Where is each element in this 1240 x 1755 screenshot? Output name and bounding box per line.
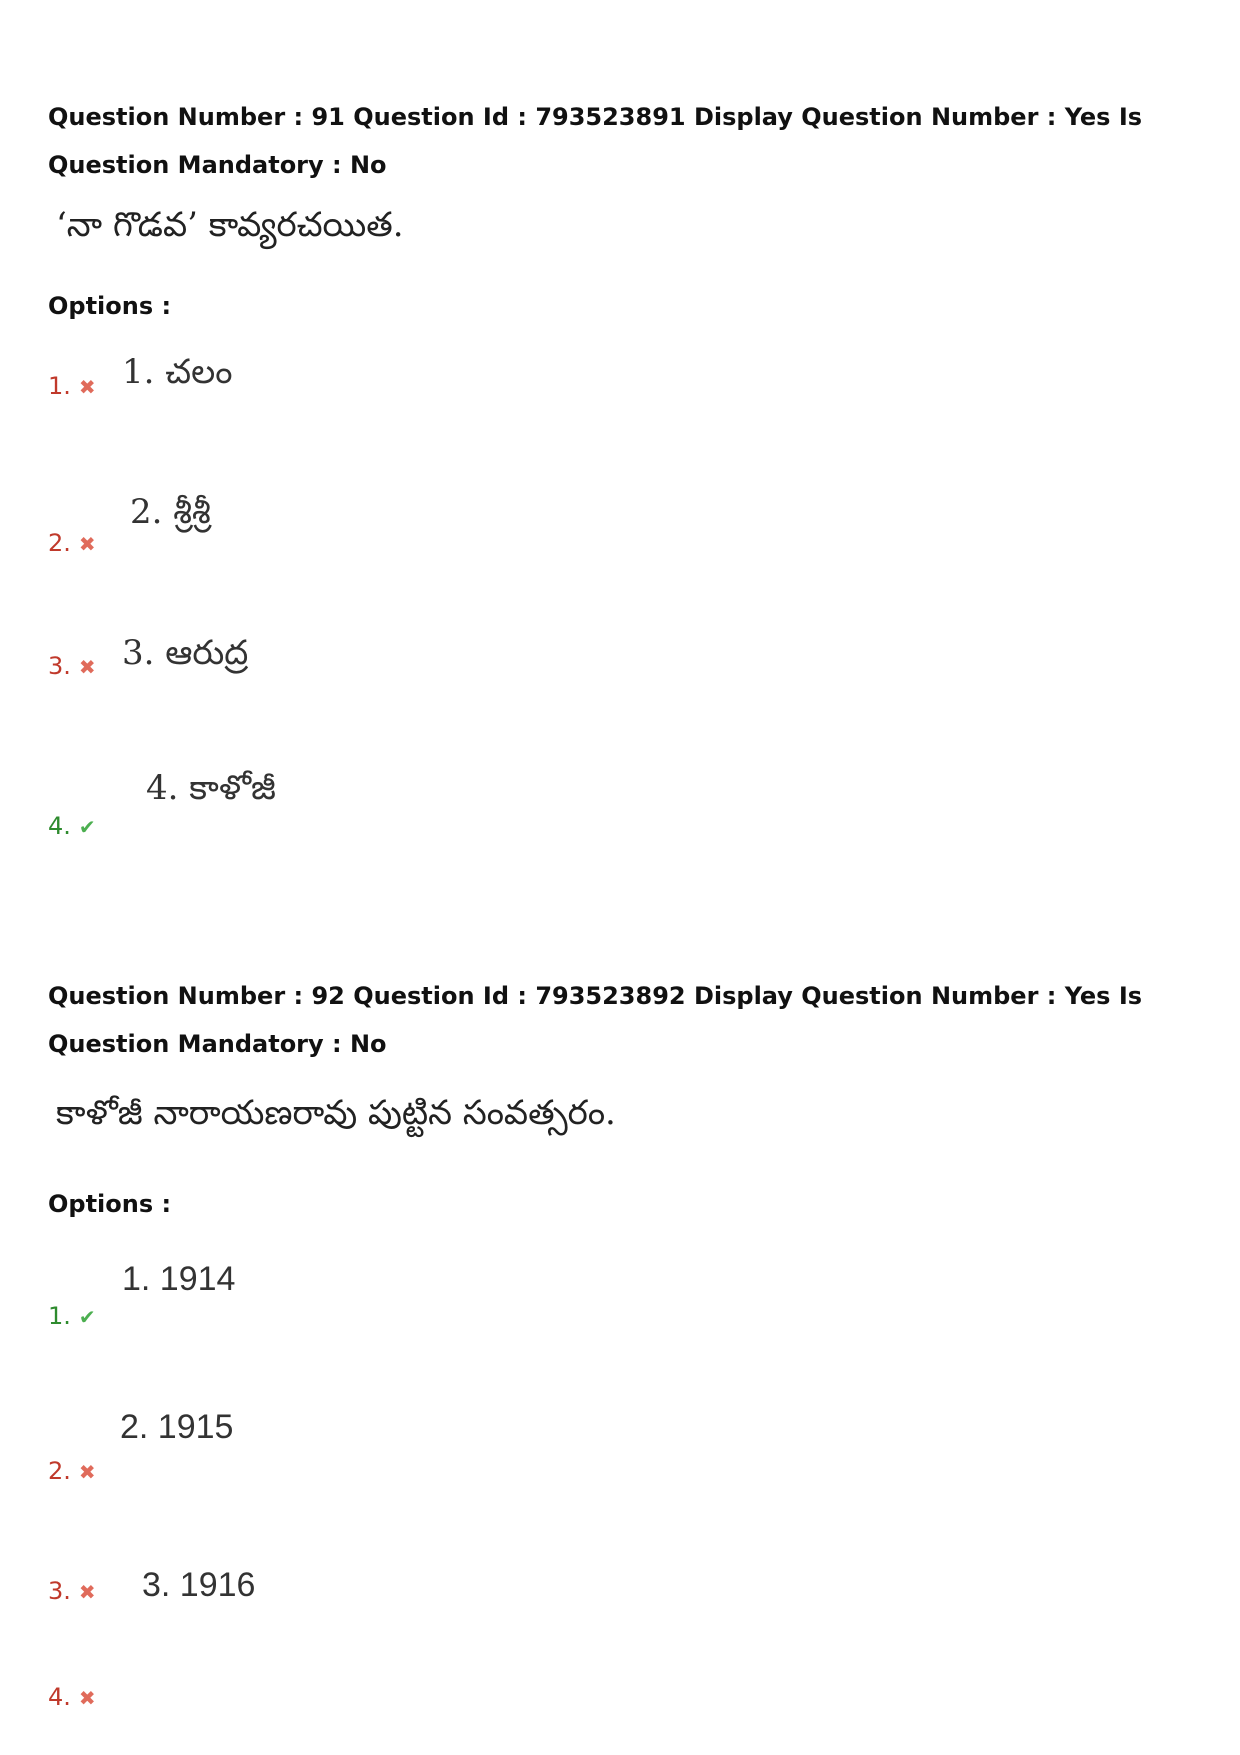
option-marker (48, 372, 96, 400)
option-number: 2. (48, 529, 71, 557)
check-icon: ✔ (78, 1305, 96, 1329)
question-header: Question Number : 92 Question Id : 793523892 Display Question Number : Yes Is Question Mandatory : No (48, 982, 1143, 1058)
option-marker (48, 529, 96, 557)
question-text: ‘నా గొడవ’ కావ్యరచయిత. (56, 205, 404, 245)
option-text: 3. ఆరుద్ర (122, 633, 249, 673)
option-marker (48, 1577, 96, 1605)
option-marker (48, 1302, 96, 1330)
option-text: 1. 1914 (122, 1260, 236, 1298)
check-icon: ✔ (78, 815, 96, 839)
option-text: 4. కాళోజీ (146, 768, 276, 808)
option-marker (48, 652, 96, 680)
option-number: 1. (48, 372, 71, 400)
cross-icon: ✖ (78, 375, 96, 399)
question-text: కాళోజీ నారాయణరావు పుట్టిన సంవత్సరం. (56, 1093, 616, 1133)
option-number: 3. (48, 1577, 71, 1605)
option-number: 2. (48, 1457, 71, 1485)
option-marker (48, 1683, 96, 1711)
option-number: 4. (48, 812, 71, 840)
cross-icon: ✖ (78, 1460, 96, 1484)
cross-icon: ✖ (78, 655, 96, 679)
options-label: Options : (48, 292, 172, 320)
cross-icon: ✖ (78, 1580, 96, 1604)
option-text: 3. 1916 (142, 1566, 256, 1604)
option-number: 4. (48, 1683, 71, 1711)
option-number: 1. (48, 1302, 71, 1330)
option-text: 2. 1915 (120, 1408, 234, 1446)
cross-icon: ✖ (78, 532, 96, 556)
option-marker (48, 812, 96, 840)
cross-icon: ✖ (78, 1686, 96, 1710)
option-marker (48, 1457, 96, 1485)
option-text: 1. చలం (122, 352, 233, 392)
option-text: 2. శ్రీశ్రీ (130, 492, 211, 532)
question-header: Question Number : 91 Question Id : 793523891 Display Question Number : Yes Is Question Mandatory : No (48, 103, 1143, 179)
option-number: 3. (48, 652, 71, 680)
options-label: Options : (48, 1190, 172, 1218)
